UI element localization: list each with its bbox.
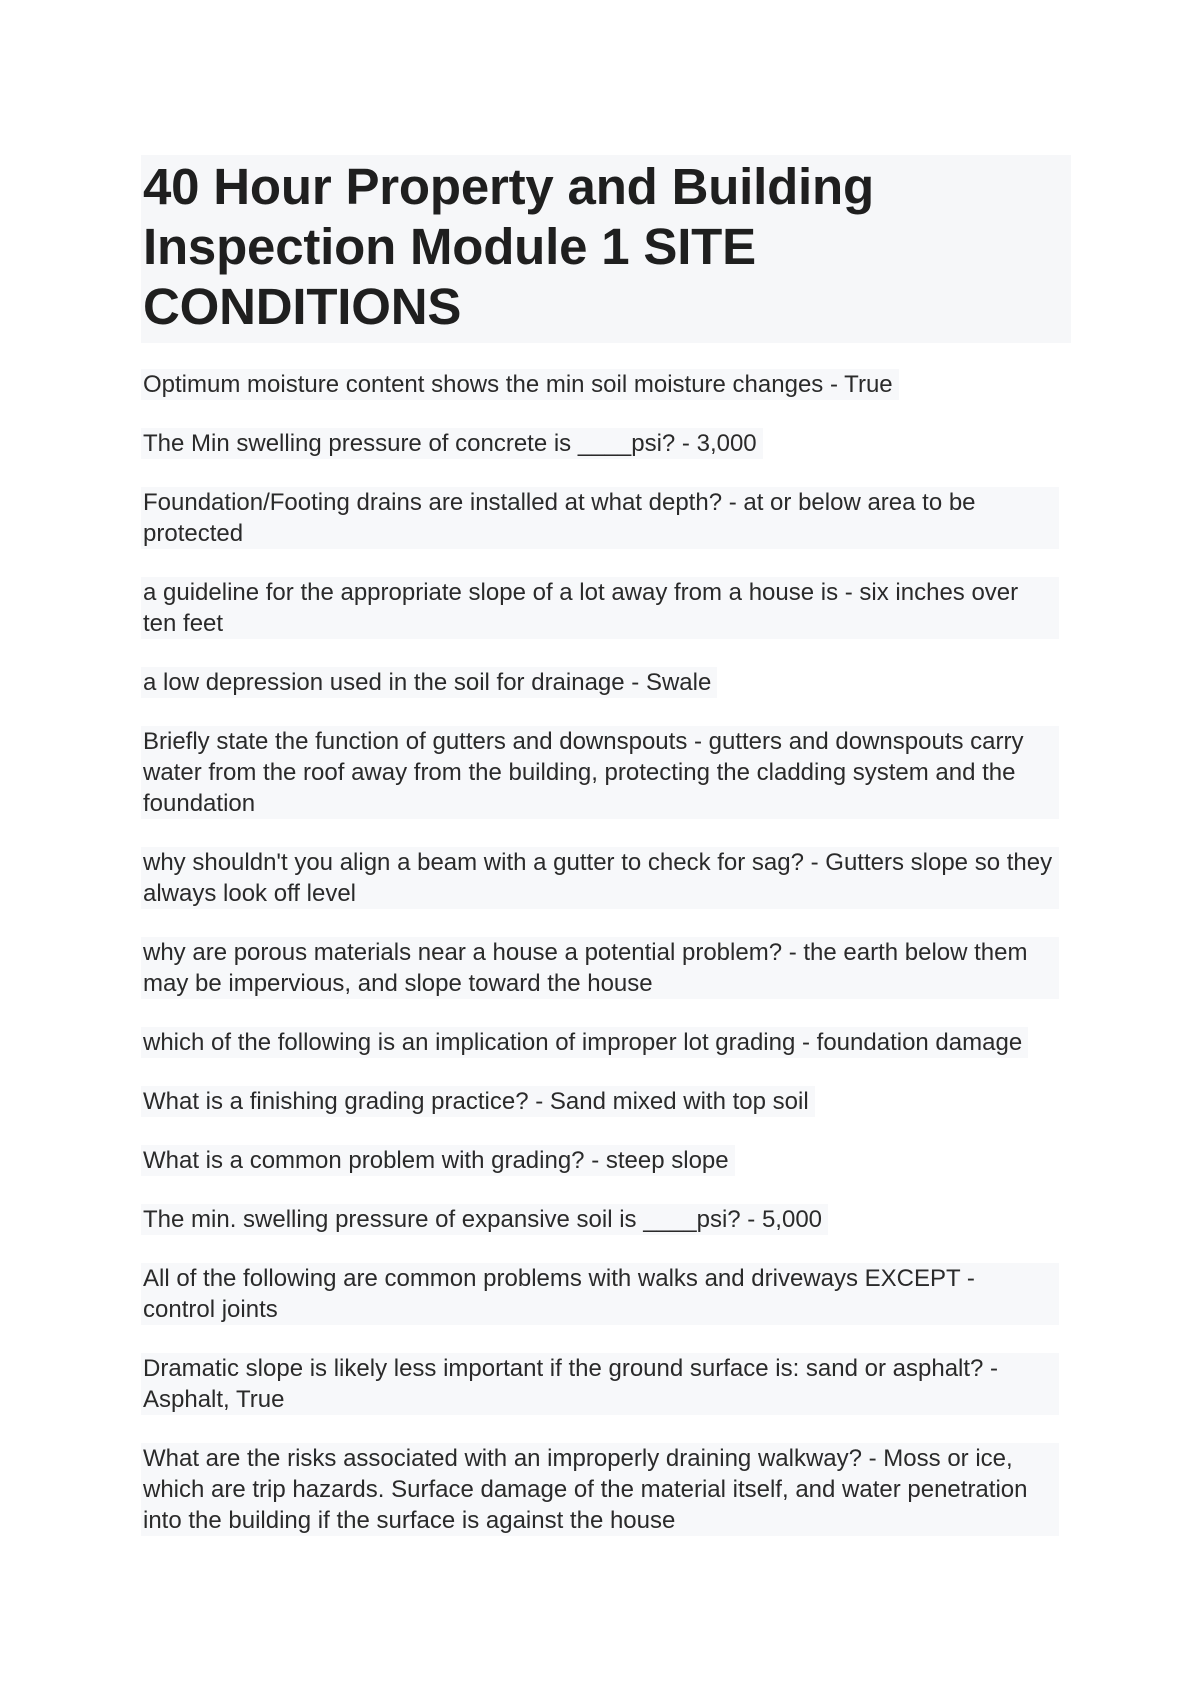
question-item: a low depression used in the soil for drainage - Swale xyxy=(141,667,717,698)
question-item: Briefly state the function of gutters and downspouts - gutters and downspouts carry water from the roof away from the building, protecting the cladding system and the foundation xyxy=(141,726,1059,819)
question-item: All of the following are common problems with walks and driveways EXCEPT - control joints xyxy=(141,1263,1059,1325)
question-item: Optimum moisture content shows the min soil moisture changes - True xyxy=(141,369,899,400)
question-item: a guideline for the appropriate slope of a lot away from a house is - six inches over ten feet xyxy=(141,577,1059,639)
question-item: why shouldn't you align a beam with a gutter to check for sag? - Gutters slope so they always look off level xyxy=(141,847,1059,909)
question-item: What is a finishing grading practice? - Sand mixed with top soil xyxy=(141,1086,815,1117)
question-item: Foundation/Footing drains are installed at what depth? - at or below area to be protected xyxy=(141,487,1059,549)
question-item: The min. swelling pressure of expansive soil is ____psi? - 5,000 xyxy=(141,1204,828,1235)
question-item: why are porous materials near a house a potential problem? - the earth below them may be impervious, and slope toward the house xyxy=(141,937,1059,999)
question-item: Dramatic slope is likely less important if the ground surface is: sand or asphalt? - Asphalt, True xyxy=(141,1353,1059,1415)
question-item: The Min swelling pressure of concrete is ____psi? - 3,000 xyxy=(141,428,763,459)
question-item: What are the risks associated with an improperly draining walkway? - Moss or ice, which are trip hazards. Surface damage of the material itself, and water penetration into the building if the surface is against the house xyxy=(141,1443,1059,1536)
question-item: which of the following is an implication of improper lot grading - foundation damage xyxy=(141,1027,1028,1058)
document-title: 40 Hour Property and Building Inspection Module 1 SITE CONDITIONS xyxy=(141,155,1071,343)
question-item: What is a common problem with grading? - steep slope xyxy=(141,1145,735,1176)
question-list xyxy=(141,369,1071,1536)
document-content xyxy=(141,155,1071,1564)
